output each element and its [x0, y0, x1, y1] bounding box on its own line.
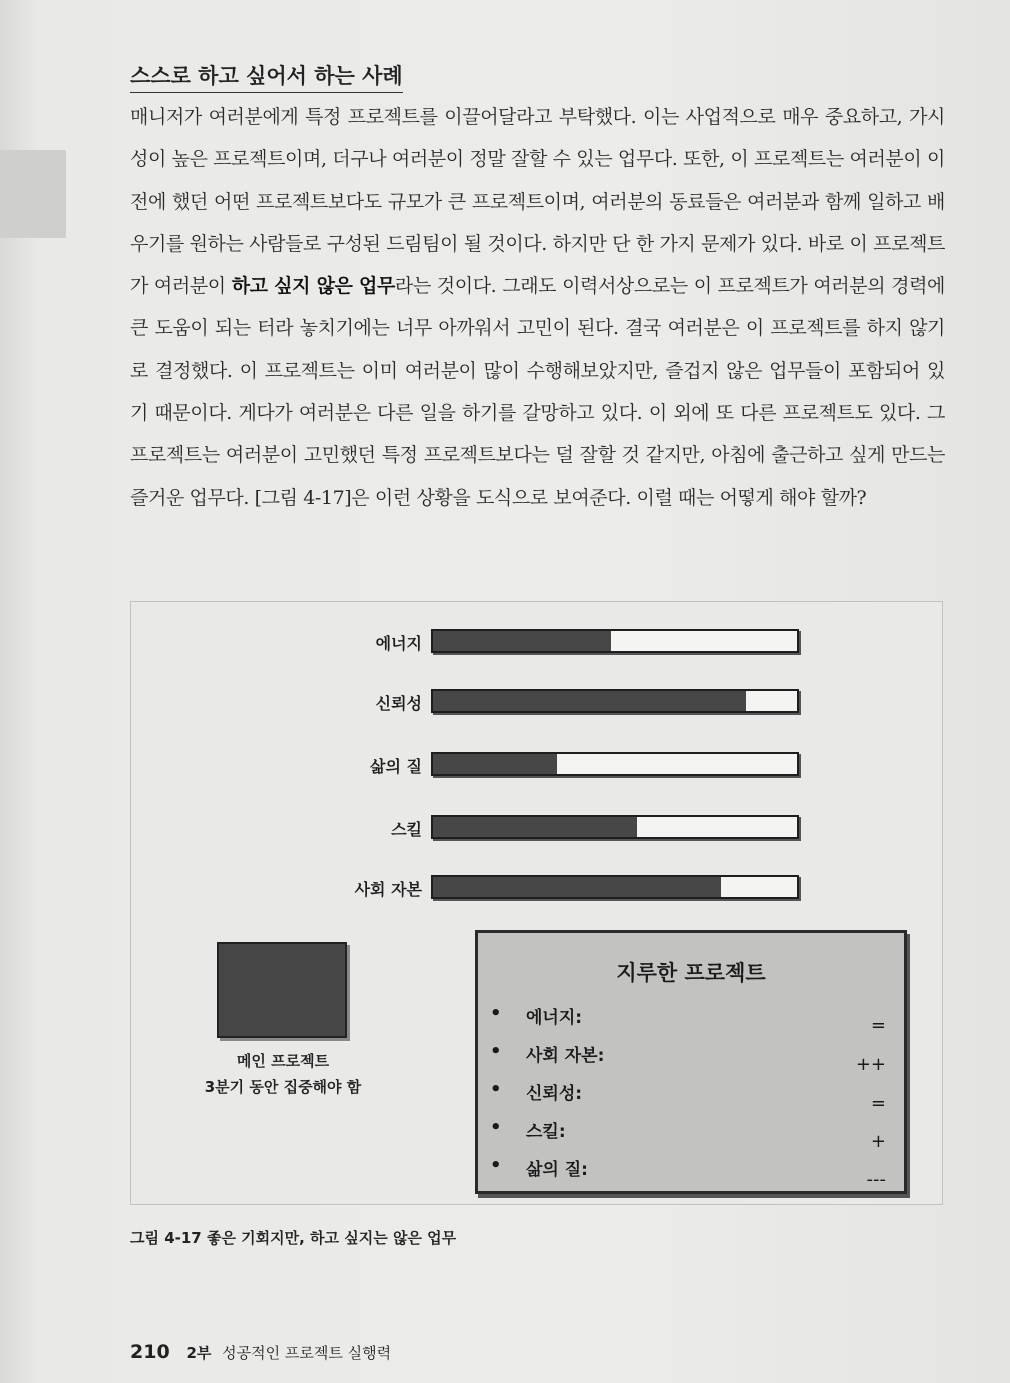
- boring-item-rating: ---: [866, 1169, 886, 1190]
- bar-row: [131, 752, 944, 780]
- bar-label: 스킬: [391, 820, 422, 839]
- part-label: 2부: [186, 1344, 212, 1362]
- body-paragraph: [130, 96, 945, 519]
- body-emphasis: 하고 싶지 않은 업무: [231, 275, 395, 298]
- boring-project-panel: [475, 930, 907, 1194]
- boring-item-rating: =: [870, 1093, 886, 1114]
- bar-label: 사회 자본: [354, 880, 422, 899]
- bar-fill: [433, 817, 637, 837]
- bar-track: [431, 875, 799, 899]
- bar-label: 신뢰성: [375, 694, 422, 713]
- figure-4-17: [130, 601, 943, 1205]
- page-number: 210: [130, 1341, 170, 1363]
- boring-item-label: 신뢰성:: [526, 1084, 583, 1104]
- bar-track: [431, 752, 799, 776]
- bar-row: [131, 875, 944, 903]
- body-text-part2: 라는 것이다. 그래도 이력서상으로는 이 프로젝트가 여러분의 경력에 큰 도움이 되는 터라 놓치기에는 너무 아까워서 고민이 된다. 결국 여러분은 이 프로젝트를 하지 않기로 결정했다. 이 프로젝트는 이미 여러분이 많이 수행해보았지만, 즐겁지 않은 업무들이 포함되어 있기 때문이다. 게다가 여러분은 다른 일을 하기를 갈망하고 있다. 이 외에 또 다른 프로젝트도 있다. 그 프로젝트는 여러분이 고민했던 특정 프로젝트보다는 덜 잘할 것 같지만, 아침에 출근하고 싶게 만드는 즐거운 업무다. [그림 4-17]은 이런 상황을 도식으로 보여준다. 이럴 때는 어떻게 해야 할까?: [130, 275, 945, 509]
- bar-fill: [433, 691, 746, 711]
- main-project-square: [217, 942, 347, 1038]
- bar-row: [131, 629, 944, 657]
- main-project-note: 3분기 동안 집중해야 함: [204, 1078, 362, 1096]
- bar-fill: [433, 754, 557, 774]
- bullet-icon: •: [490, 1003, 502, 1024]
- bullet-icon: •: [490, 1155, 502, 1176]
- boring-item-rating: ++: [855, 1054, 886, 1075]
- bar-fill: [433, 631, 611, 651]
- bullet-icon: •: [490, 1079, 502, 1100]
- chapter-edge-tab: [0, 150, 66, 238]
- book-title: 성공적인 프로젝트 실행력: [222, 1344, 392, 1362]
- figure-caption: 그림 4-17 좋은 기회지만, 하고 싶지는 않은 업무: [130, 1229, 457, 1247]
- bar-track: [431, 815, 799, 839]
- bar-track: [431, 629, 799, 653]
- bar-label: 삶의 질: [370, 757, 422, 776]
- boring-item-label: 삶의 질:: [526, 1160, 588, 1180]
- page-footer: [130, 1341, 391, 1363]
- boring-item-label: 사회 자본:: [526, 1046, 605, 1066]
- bar-label: 에너지: [375, 634, 422, 653]
- section-title: 스스로 하고 싶어서 하는 사례: [130, 60, 403, 93]
- body-text-part1: 매니저가 여러분에게 특정 프로젝트를 이끌어달라고 부탁했다. 이는 사업적으로 매우 중요하고, 가시성이 높은 프로젝트이며, 더구나 여러분이 정말 잘할 수 있는 업무다. 또한, 이 프로젝트는 여러분이 이전에 했던 어떤 프로젝트보다도 규모가 큰 프로젝트이며, 여러분의 동료들은 여러분과 함께 일하고 배우기를 원하는 사람들로 구성된 드림팀이 될 것이다. 하지만 단 한 가지 문제가 있다. 바로 이 프로젝트가 여러분이: [130, 106, 945, 298]
- boring-item: [490, 1117, 886, 1152]
- boring-item-rating: +: [870, 1131, 886, 1152]
- bullet-icon: •: [490, 1041, 502, 1062]
- bullet-icon: •: [490, 1117, 502, 1138]
- boring-item: [490, 1003, 886, 1036]
- bar-fill: [433, 877, 721, 897]
- main-project-label: 메인 프로젝트: [236, 1052, 330, 1070]
- boring-item-rating: =: [870, 1015, 886, 1036]
- boring-item-label: 스킬:: [526, 1122, 566, 1142]
- main-project-caption: [183, 1048, 383, 1100]
- bar-row: [131, 815, 944, 843]
- bar-row: [131, 689, 944, 717]
- boring-item: [490, 1041, 886, 1075]
- bar-track: [431, 689, 799, 713]
- boring-item: [490, 1079, 886, 1114]
- boring-item-label: 에너지:: [526, 1008, 583, 1028]
- boring-item: [490, 1155, 886, 1190]
- boring-project-title: 지루한 프로젝트: [616, 961, 766, 985]
